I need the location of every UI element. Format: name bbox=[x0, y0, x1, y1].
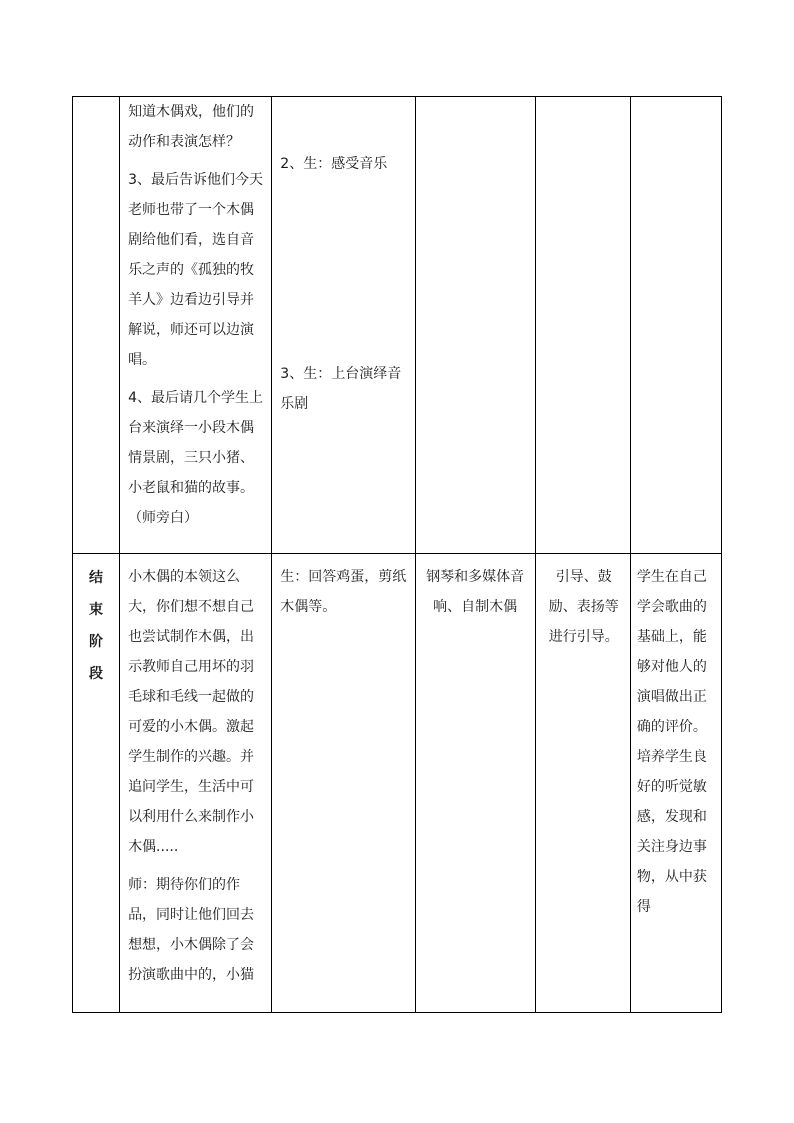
student-paragraph: 生：回答鸡蛋，剪纸木偶等。 bbox=[280, 569, 407, 615]
table-row bbox=[73, 97, 722, 554]
teacher-paragraph: 小木偶的本领这么大，你们想不想自己也尝试制作木偶，出示教师自己用坏的羽毛球和毛线一起做的可爱的小木偶。激起学生制作的兴趣。并追问学生，生活中可以利用什么来制作小木偶..... bbox=[128, 569, 255, 855]
intent-cell bbox=[630, 97, 721, 554]
student-paragraph: 2、生：感受音乐 bbox=[280, 156, 388, 172]
student-paragraph: 3、生：上台演绎音乐剧 bbox=[280, 366, 402, 412]
teacher-paragraph: 3、最后告诉他们今天老师也带了一个木偶剧给他们看，选自音乐之声的《孤独的牧羊人》边看边引导并解说，师还可以边演唱。 bbox=[128, 172, 263, 368]
student-activity-cell bbox=[272, 554, 415, 1013]
teacher-activity-cell bbox=[120, 97, 272, 554]
method-text: 引导、鼓励、表扬等进行引导。 bbox=[548, 569, 619, 645]
media-text: 钢琴和多媒体音响、自制木偶 bbox=[426, 569, 525, 615]
teacher-paragraph: 知道木偶戏，他们的动作和表演怎样？ bbox=[128, 104, 255, 150]
media-cell bbox=[415, 554, 535, 1013]
method-cell bbox=[535, 554, 630, 1013]
teacher-paragraph: 4、最后请几个学生上台来演绎一小段木偶情景剧，三只小猪、小老鼠和猫的故事。（师旁白） bbox=[128, 390, 263, 526]
student-activity-cell bbox=[272, 97, 415, 554]
teacher-paragraph: 师：期待你们的作品，同时让他们回去想想，小木偶除了会扮演歌曲中的，小猫 bbox=[128, 877, 255, 983]
intent-text: 学生在自己学会歌曲的基础上，能够对他人的演唱做出正确的评价。培养学生良好的听觉敏感，发现和关注身边事物，从中获得 bbox=[636, 569, 707, 915]
intent-cell bbox=[630, 554, 721, 1013]
media-cell bbox=[415, 97, 535, 554]
stage-cell bbox=[73, 554, 120, 1013]
stage-label: 结 束 阶 段 bbox=[89, 570, 104, 682]
table-row bbox=[73, 554, 722, 1013]
teacher-activity-cell bbox=[120, 554, 272, 1013]
lesson-plan-table bbox=[72, 96, 722, 1013]
method-cell bbox=[535, 97, 630, 554]
stage-cell bbox=[73, 97, 120, 554]
